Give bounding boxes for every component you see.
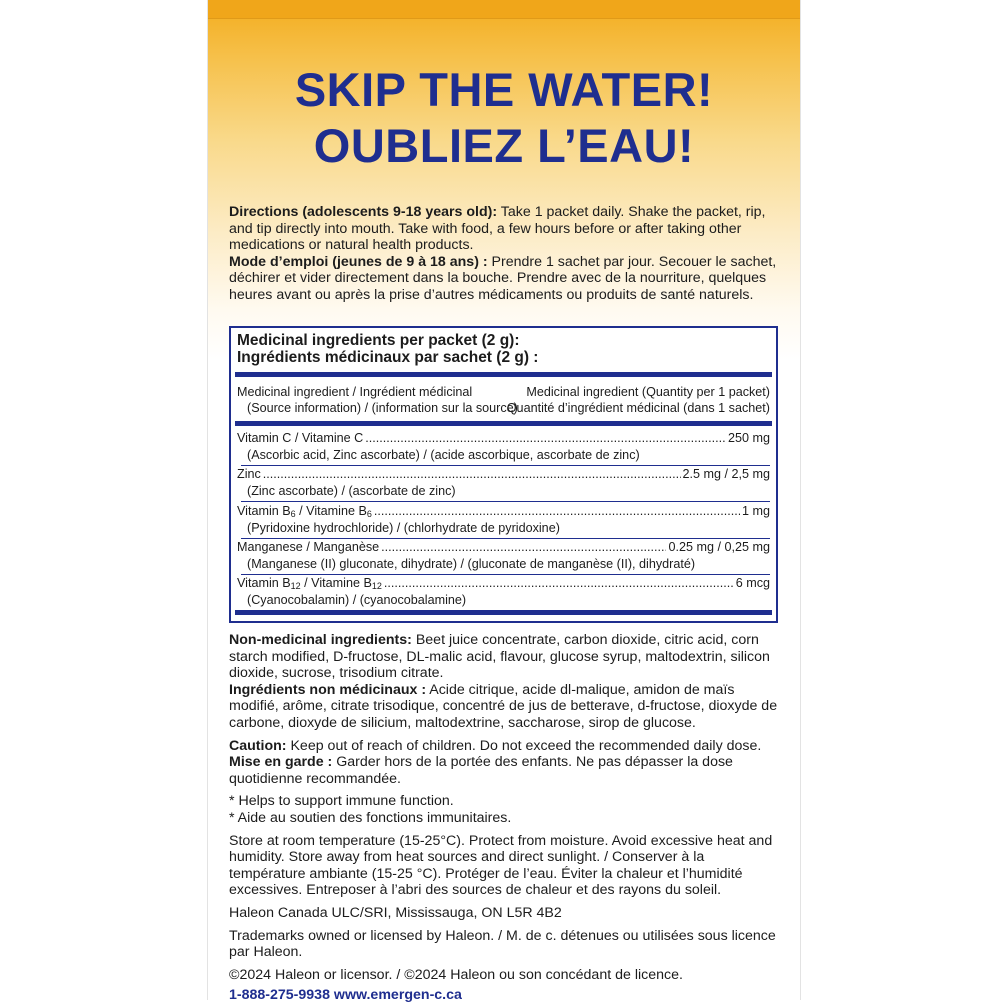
directions-en-label: Directions (adolescents 9-18 years old): [229,204,498,220]
panel-title [237,332,538,366]
ingredient-row-vitamin-c [237,430,770,464]
directions-fr-label: Mode d’emploi (jeunes de 9 à 18 ans) : [229,253,488,270]
package-text-block [229,632,781,1008]
caution-fr-label: Mise en garde : [229,754,333,771]
ingredient-amount: 0.25 mg / 0,25 mg [668,540,770,554]
nonmed-en-label: Non-medicinal ingredients: [229,632,412,648]
caution-fr [229,754,781,787]
panel-title-fr: Ingrédients médicinaux par sachet (2 g) : [237,349,539,366]
nonmed-en-text: Beet juice concentrate, carbon dioxide, citric acid, corn starch modified, D-fructose, DL-malic acid, flavour, glucose syrup, maltodextrin, silicon dioxide, sucrose, trisodium citrate. [229,632,770,682]
ingredient-amount: 2.5 mg / 2,5 mg [682,467,770,481]
col-right-1: Medicinal ingredient (Quantity per 1 packet) [526,385,770,399]
ingredient-name: Vitamin $B_{12}$ / Vitamine $B_{12}$ [237,576,382,591]
col-right [507,384,770,416]
ingredient-amount: 1 mg [742,504,770,518]
panel-divider-bottom [235,610,772,615]
ingredient-source: (Ascorbic acid, Zinc ascorbate) / (acide ascorbique, ascorbate de zinc) [247,448,640,462]
directions-fr-text: Prendre 1 sachet par jour. Secouer le sachet, déchirer et vider directement dans la bouche. Prendre avec de la nourriture, quelques heures avant ou après la prise d’autres médicaments ou produits de santé naturels. [229,253,777,303]
ingredient-row-vitamin-b6 [237,503,770,537]
caution-en-text: Keep out of reach of children. Do not exceed the recommended daily dose. [286,737,762,754]
panel-title-en: Medicinal ingredients per packet (2 g): [237,332,520,349]
directions-en [229,204,779,254]
package-top-flap [208,0,800,19]
storage-text: Store at room temperature (15-25°C). Protect from moisture. Avoid excessive heat and humidity. Store away from heat sources and direct sunlight. / Conserver à la température ambiante (15-25 °C). Protéger de l’eau. Éviter la chaleur et l’humidité excessives. Entreposer à l’abri des sources de chaleur et des rayons du soleil. [229,832,773,899]
ingredient-name: Vitamin C / Vitamine C [237,431,364,445]
trademark-notice: Trademarks owned or licensed by Haleon. / M. de c. détenues ou utilisées sous licence par Haleon. [229,927,776,961]
ingredient-source: (Manganese (II) gluconate, dihydrate) / (gluconate de manganèse (II), dihydraté) [247,557,696,571]
nonmed-en [229,632,781,682]
ingredient-row-manganese [237,539,770,573]
company-address: Haleon Canada ULC/SRI, Mississauga, ON L5R 4B2 [229,904,562,921]
ingredient-name: Vitamin $B_6$ / Vitamine $B_6$ [237,504,372,519]
directions [229,204,779,304]
ingredient-source: (Zinc ascorbate) / (ascorbate de zinc) [247,484,456,498]
claim-en: * Helps to support immune function. [229,793,454,810]
claim-fr: * Aide au soutien des fonctions immunitaires. [229,809,512,826]
col-right-2: Quantité d’ingrédient médicinal (dans 1 sachet) [506,401,770,415]
directions-fr [229,254,779,304]
ingredient-name: Zinc [237,467,261,481]
medicinal-ingredients-panel [229,326,778,623]
col-left-1: Medicinal ingredient / Ingrédient médicinal [237,385,473,399]
caution-en-label: Caution: [229,737,287,754]
ingredient-name: Manganese / Manganèse [237,540,380,554]
row-divider [241,501,770,502]
ingredient-row-vitamin-b12 [237,575,770,609]
headline-en: SKIP THE WATER! [294,63,714,116]
nonmed-fr-label: Ingrédients non médicinaux : [229,681,427,698]
ingredient-row-zinc [237,466,770,500]
col-left-2: (Source information) / (information sur la source) [247,401,518,415]
ingredient-amount: 250 mg [727,431,770,445]
ingredient-source: (Pyridoxine hydrochloride) / (chlorhydrate de pyridoxine) [247,521,560,535]
nonmed-fr-text: Acide citrique, acide dl-malique, amidon de maïs modifié, arôme, citrate trisodique, concentré de jus de betterave, d-fructose, dioxyde de carbone, dioxyde de silicium, maltodextrine, saccharose, sirop de glucose. [229,681,778,731]
directions-en-text: Take 1 packet daily. Shake the packet, rip, and tip directly into mouth. Take with food, a few hours before or after taking other medications or natural health products. [229,204,766,254]
ingredient-source: (Cyanocobalamin) / (cyanocobalamine) [247,593,467,607]
caution-en [229,738,781,755]
ingredient-amount: 6 mcg [735,576,770,590]
nonmed-fr [229,682,781,732]
package-back-panel [207,0,801,1004]
contact-line: 1-888-275-9938 www.emergen-c.ca [229,987,462,1004]
panel-divider-top [235,372,772,377]
caution-fr-text: Garder hors de la portée des enfants. Ne pas dépasser la dose quotidienne recommandée. [229,754,733,787]
copyright-notice: ©2024 Haleon or licensor. / ©2024 Haleon ou son concédant de licence. [229,966,683,983]
headline-fr: OUBLIEZ L’EAU! [313,119,695,172]
panel-divider-header [235,421,772,426]
